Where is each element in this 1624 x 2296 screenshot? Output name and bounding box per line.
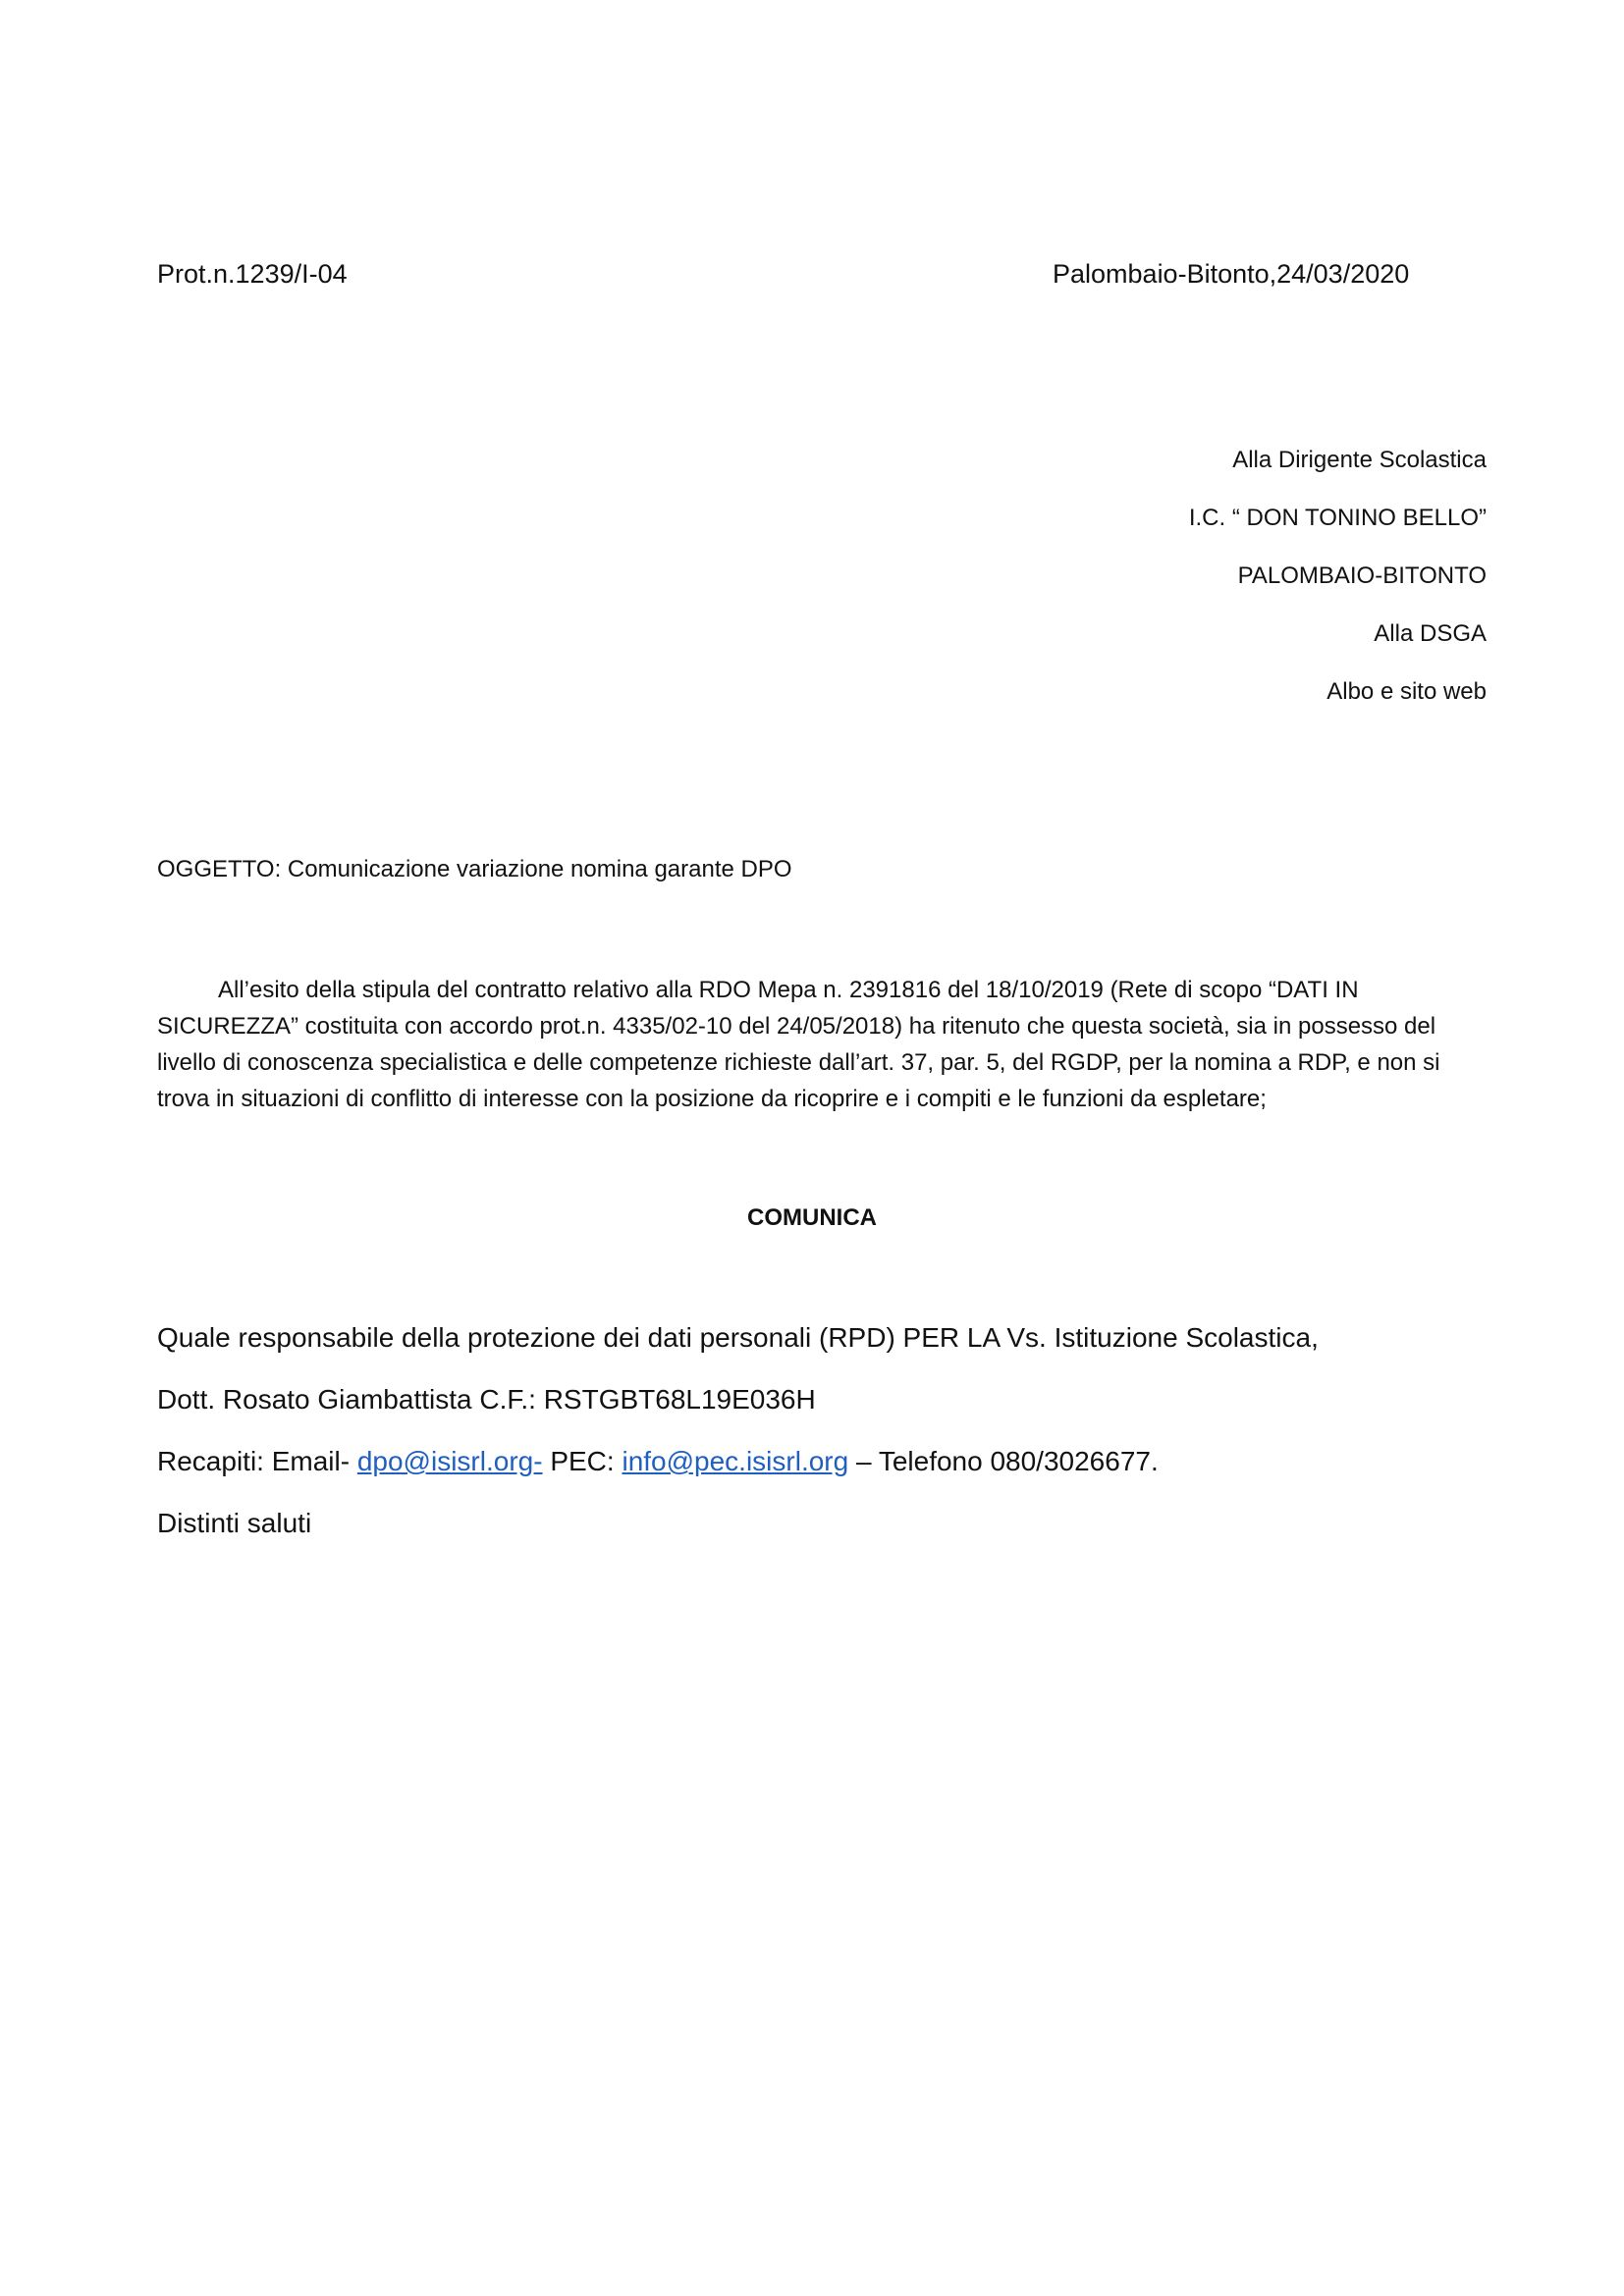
contacts-line <box>157 1443 1319 1505</box>
signoff: Distinti saluti <box>157 1508 312 1538</box>
recipients-block <box>1189 444 1487 733</box>
rpd-name-line: Dott. Rosato Giambattista C.F.: RSTGBT68L19E036H <box>157 1384 816 1415</box>
body-paragraph: All’esito della stipula del contratto relativo alla RDO Mepa n. 2391816 del 18/10/2019 (Rete di scopo “DATI IN SICUREZZA” costituita con accordo prot.n. 4335/02-10 del 24/05/2018) ha ritenuto che questa società, sia in possesso del livello di conoscenza specialistica e delle competenze richieste dall’art. 37, par. 5, del RGDP, per la nomina a RDP, e non si trova in situazioni di conflitto di interesse con la posizione da ricoprire e i compiti e le funzioni da espletare; <box>157 977 1440 1112</box>
recipient-line: Albo e sito web <box>1326 678 1487 705</box>
pec-link[interactable]: info@pec.isisrl.org <box>622 1446 849 1476</box>
place-date: Palombaio-Bitonto,24/03/2020 <box>1053 259 1410 289</box>
section-heading: COMUNICA <box>747 1204 877 1231</box>
rpd-line: Quale responsabile della protezione dei dati personali (RPD) PER LA Vs. Istituzione Scolastica, <box>157 1322 1319 1353</box>
subject-line: OGGETTO: Comunicazione variazione nomina garante DPO <box>157 856 792 882</box>
closing-block <box>157 1319 1319 1567</box>
recipient-line: PALOMBAIO-BITONTO <box>1237 562 1487 589</box>
recipient-line: Alla DSGA <box>1374 620 1487 647</box>
recipient-line: I.C. “ DON TONINO BELLO” <box>1188 505 1487 531</box>
pec-label: PEC: <box>542 1446 623 1476</box>
phone-text: – Telefono 080/3026677. <box>848 1446 1159 1476</box>
email-link[interactable]: dpo@isisrl.org- <box>356 1446 543 1476</box>
recipient-line: Alla Dirigente Scolastica <box>1232 447 1487 473</box>
protocol-number: Prot.n.1239/I-04 <box>157 259 348 289</box>
contacts-prefix: Recapiti: Email- <box>157 1446 357 1476</box>
